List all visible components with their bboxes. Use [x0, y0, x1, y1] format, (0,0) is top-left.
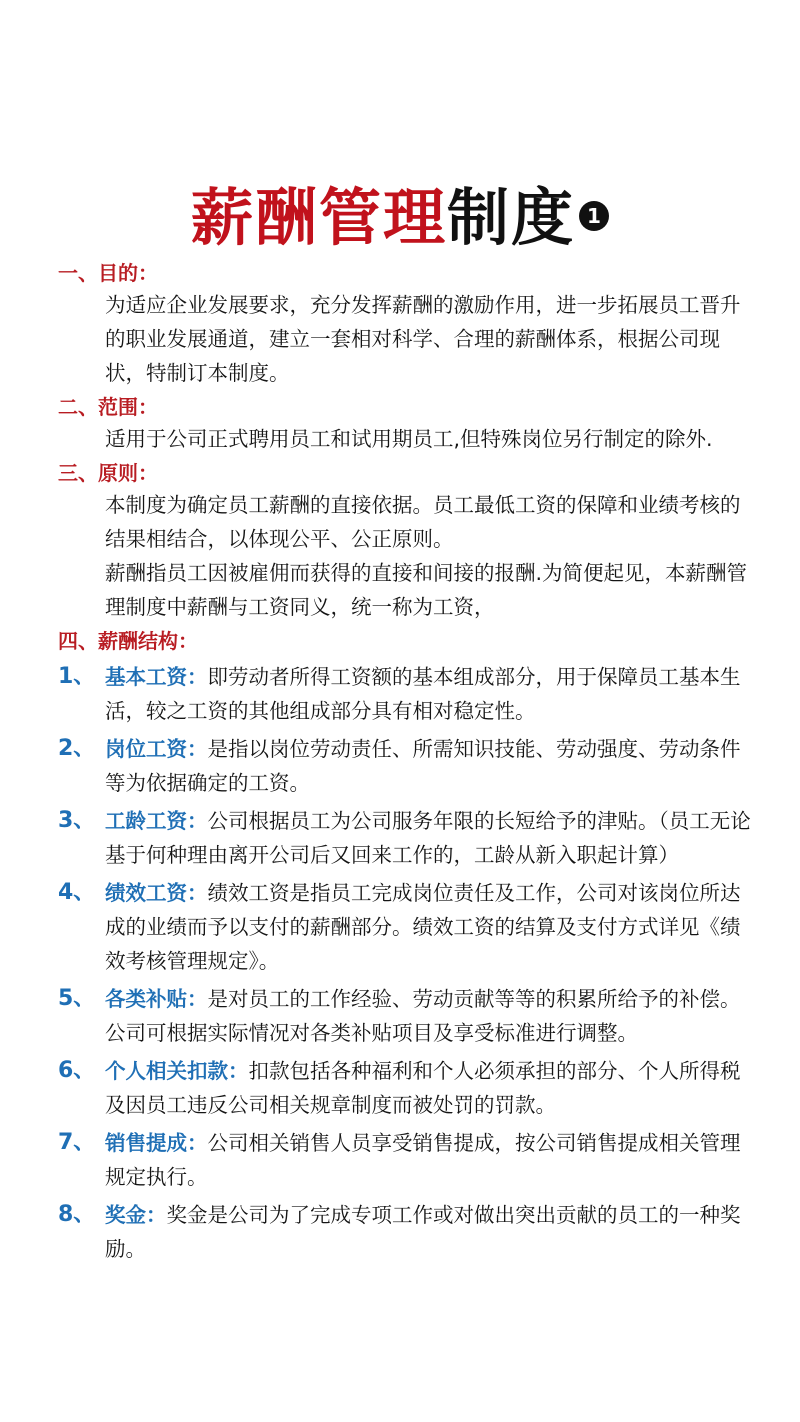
title-black-part: 制度 [447, 181, 576, 254]
item-text: 扣款包括各种福利和个人必须承担的部分、个人所得税及因员工违反公司相关规章制度而被处罚的罚款。 [105, 1059, 741, 1117]
item-text: 公司相关销售人员享受销售提成，按公司销售提成相关管理规定执行。 [105, 1131, 741, 1189]
list-item [58, 732, 758, 800]
item-label: 奖金： [105, 1203, 167, 1227]
section-paragraph: 适用于公司正式聘用员工和试用期员工,但特殊岗位另行制定的除外. [105, 427, 713, 451]
section-paragraph: 薪酬指员工因被雇佣而获得的直接和间接的报酬.为简便起见，本薪酬管理制度中薪酬与工资同义，统一称为工资， [105, 561, 748, 619]
item-label: 工龄工资： [105, 809, 208, 833]
list-item [58, 982, 758, 1050]
section-paragraph: 为适应企业发展要求，充分发挥薪酬的激励作用，进一步拓展员工晋升的职业发展通道，建立一套相对科学、合理的薪酬体系，根据公司现状，特制订本制度。 [105, 293, 741, 385]
item-label: 各类补贴： [105, 987, 208, 1011]
list-item [58, 1126, 758, 1194]
title-red-part: 薪酬管理 [190, 181, 447, 254]
item-text: 是指以岗位劳动责任、所需知识技能、劳动强度、劳动条件等为依据确定的工资。 [105, 737, 741, 795]
item-label: 销售提成： [105, 1131, 208, 1155]
section-heading: 一、目的： [58, 261, 158, 285]
section-heading: 四、薪酬结构： [58, 629, 198, 653]
item-label: 个人相关扣款： [105, 1059, 249, 1083]
list-item [58, 1054, 758, 1122]
section-heading: 三、原则： [58, 461, 158, 485]
section-heading: 二、范围： [58, 395, 158, 419]
item-text: 奖金是公司为了完成专项工作或对做出突出贡献的员工的一种奖励。 [105, 1203, 741, 1261]
item-number: 5、 [58, 986, 96, 1011]
item-number: 8、 [58, 1202, 96, 1227]
section-scope [58, 392, 758, 456]
item-number: 4、 [58, 880, 96, 905]
item-text: 是对员工的工作经验、劳动贡献等等的积累所给予的补偿。公司可根据实际情况对各类补贴项目及享受标准进行调整。 [105, 987, 741, 1045]
item-text: 公司根据员工为公司服务年限的长短给予的津贴。（员工无论基于何种理由离开公司后又回来工作的，工龄从新入职起计算） [105, 809, 751, 867]
section-principle [58, 458, 758, 624]
list-item [58, 1198, 758, 1266]
item-text: 绩效工资是指员工完成岗位责任及工作，公司对该岗位所达成的业绩而予以支付的薪酬部分。绩效工资的结算及支付方式详见《绩效考核管理规定》。 [105, 881, 741, 973]
section-salary-structure [58, 626, 758, 1266]
item-number: 1、 [58, 664, 96, 689]
section-purpose [58, 258, 758, 390]
item-label: 岗位工资： [105, 737, 208, 761]
document-title [0, 178, 800, 258]
list-item [58, 804, 758, 872]
item-number: 3、 [58, 808, 96, 833]
item-label: 基本工资： [105, 665, 208, 689]
item-label: 绩效工资： [105, 881, 208, 905]
page-number-badge: 1 [579, 201, 609, 231]
item-number: 7、 [58, 1130, 96, 1155]
list-item [58, 876, 758, 978]
item-number: 6、 [58, 1058, 96, 1083]
list-item [58, 660, 758, 728]
item-number: 2、 [58, 736, 96, 761]
document-body [58, 258, 758, 1268]
item-text: 即劳动者所得工资额的基本组成部分，用于保障员工基本生活，较之工资的其他组成部分具有相对稳定性。 [105, 665, 741, 723]
section-paragraph: 本制度为确定员工薪酬的直接依据。员工最低工资的保障和业绩考核的结果相结合，以体现公平、公正原则。 [105, 493, 741, 551]
